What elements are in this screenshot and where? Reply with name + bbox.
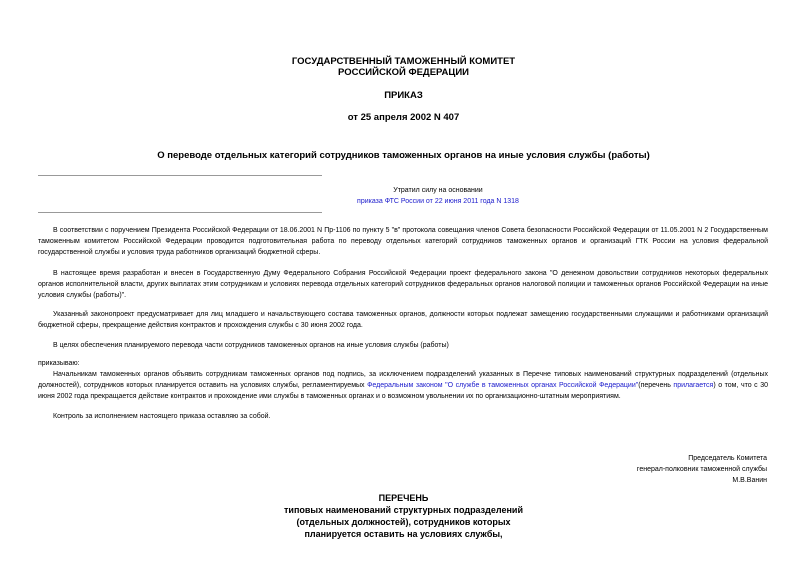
divider-top bbox=[38, 175, 322, 176]
paragraph-5: Начальникам таможенных органов объявить сотрудникам таможенных органов под подпись, за исключением подразделений указанных в Перечне типовых наименований структурных подразделений (отдельных должностей), сотрудников которых планируется оставить на условиях службы, регламентируемых Федеральным законом "О службе в таможенных органах Российской Федерации"(перечень прилагается) о том, что с 30 июня 2002 года прекращается действие контрактов и прохождение ими службы в таможенных органах и о возможном увольнении их по организационно-штатным мероприятиям. bbox=[38, 371, 768, 400]
annex-subtitle-line3: планируется оставить на условиях службы, bbox=[304, 529, 503, 539]
org-name-line1: ГОСУДАРСТВЕННЫЙ ТАМОЖЕННЫЙ КОМИТЕТ bbox=[291, 56, 516, 67]
annex-title: ПЕРЕЧЕНЬ bbox=[378, 493, 429, 503]
signature-position: Председатель Комитета bbox=[688, 455, 767, 462]
order-word: приказываю: bbox=[38, 360, 80, 367]
doc-subject: О переводе отдельных категорий сотрудников таможенных органов на иные условия службы (работы) bbox=[157, 150, 650, 161]
signature-name: М.В.Ванин bbox=[732, 477, 767, 484]
paragraph-1: В соответствии с поручением Президента Российской Федерации от 18.06.2001 N Пр-1106 по пункту 5 "в" протокола совещания членов Совета безопасности Российской Федерации от 11.05.2001 N 2 Государственным таможенным комитетом Российской Федерации проводится подготовительная работа по переводу отдельных категорий сотрудников таможенных органов и организаций ГТК России на условия федеральной государственной службы и условия труда работников организаций бюджетной сферы. bbox=[38, 227, 768, 256]
annex-subtitle-line1: типовых наименований структурных подразделений bbox=[284, 505, 523, 515]
paragraph-2: В настоящее время разработан и внесен в Государственную Думу Федерального Собрания Российской Федерации проект федерального закона "О денежном довольствии сотрудников некоторых федеральных органов исполнительной власти, других выплатах этим сотрудникам и условиях перевода отдельных категорий сотрудников федеральных органов налоговой полиции и таможенных органов Российской Федерации на иные условия службы (работы)". bbox=[38, 270, 768, 299]
repeal-order-link[interactable]: приказа ФТС России от 22 июня 2011 года N 1318 bbox=[357, 198, 519, 205]
annex-link[interactable]: прилагается bbox=[673, 382, 714, 389]
status-note bbox=[300, 185, 576, 207]
paragraph-4: В целях обеспечения планируемого перевода части сотрудников таможенных органов на иные условия службы (работы) bbox=[53, 342, 449, 349]
doc-date: от 25 апреля 2002 N 407 bbox=[347, 112, 460, 123]
status-note-text: Утратил силу на основании bbox=[393, 187, 483, 194]
annex-subtitle-line2: (отдельных должностей), сотрудников которых bbox=[296, 517, 511, 527]
divider-bottom bbox=[38, 212, 322, 213]
customs-law-link[interactable]: Федеральным законом "О службе в таможенных органах Российской Федерации" bbox=[367, 382, 639, 389]
paragraph-6: Контроль за исполнением настоящего приказа оставляю за собой. bbox=[53, 413, 271, 420]
doc-type: ПРИКАЗ bbox=[384, 90, 423, 101]
paragraph-3: Указанный законопроект предусматривает для лиц младшего и начальствующего состава таможенных органов, должности которых подлежат замещению государственными служащими и работниками организаций бюджетной сферы, прекращение действия контрактов и прохождения службы с 30 июня 2002 года. bbox=[38, 311, 768, 329]
signature-rank: генерал-полковник таможенной службы bbox=[636, 466, 767, 473]
org-name-line2: РОССИЙСКОЙ ФЕДЕРАЦИИ bbox=[337, 67, 469, 78]
signature-block bbox=[527, 453, 767, 486]
